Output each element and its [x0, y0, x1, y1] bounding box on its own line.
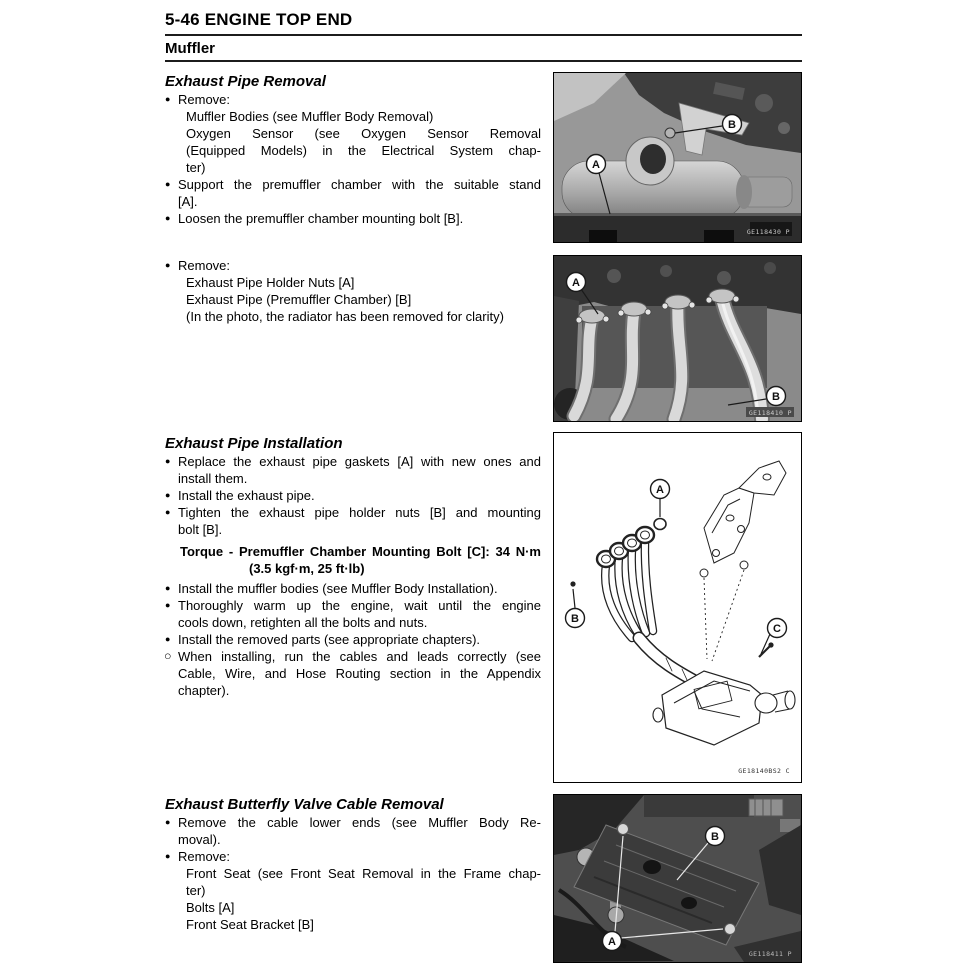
step-text: Remove: — [178, 92, 231, 107]
section-exhaust-pipe-removal — [165, 73, 541, 227]
svg-text:A: A — [572, 277, 580, 289]
svg-text:A: A — [656, 484, 664, 496]
svg-text:B: B — [571, 613, 579, 625]
procedure-line — [165, 521, 541, 538]
procedure-line — [165, 487, 541, 504]
procedure-line — [165, 597, 541, 614]
step-text: Remove: — [178, 849, 231, 864]
procedure-line — [165, 648, 541, 665]
procedure-line — [165, 614, 541, 631]
bolt-art — [725, 924, 736, 935]
step-text: Install the exhaust pipe. — [178, 488, 315, 503]
procedure-line — [165, 142, 541, 159]
subtitle-divider — [165, 60, 802, 62]
step-text: Remove the cable lower ends (see Muffler Body Re- — [178, 815, 541, 830]
connector-art — [749, 799, 783, 816]
step-text: ter) — [186, 883, 206, 898]
figure-premuffler-stand-photo — [553, 72, 802, 243]
exhaust-assembly-art — [554, 433, 801, 782]
step-text: Front Seat (see Front Seat Removal in the Frame chap- — [186, 866, 541, 881]
procedure-line — [165, 848, 541, 865]
callout-b — [767, 387, 786, 406]
procedure-line — [165, 125, 541, 142]
step-text: Tighten the exhaust pipe holder nuts [B] and mounting — [178, 505, 541, 520]
bullet-icon: ● — [165, 600, 171, 610]
premuffler-stand-art — [554, 73, 801, 242]
procedure-line — [165, 108, 541, 125]
circle-bullet-icon: ○ — [164, 649, 172, 663]
procedure-line — [165, 814, 541, 831]
bullet-icon: ● — [165, 179, 171, 189]
bolt-art — [618, 824, 629, 835]
bullet-icon: ● — [165, 507, 171, 517]
procedure-line — [165, 882, 541, 899]
bullet-icon: ● — [165, 456, 171, 466]
procedure-line — [165, 274, 541, 291]
figure-code: GE18140BS2 C — [738, 767, 790, 775]
torque-spec — [165, 543, 541, 577]
bullet-icon: ● — [165, 583, 171, 593]
step-text: Front Seat Bracket [B] — [186, 917, 314, 932]
svg-text:B: B — [711, 831, 719, 843]
bullet-icon: ● — [165, 817, 171, 827]
step-text: ter) — [186, 160, 206, 175]
exhaust-pipes-art — [554, 256, 801, 421]
callout-a — [567, 273, 586, 292]
step-text: cools down, retighten all the bolts and nuts. — [178, 615, 428, 630]
section-exhaust-pipe-removal-2 — [165, 257, 541, 325]
procedure-column — [165, 73, 541, 933]
procedure-line — [165, 193, 541, 210]
header-divider — [165, 34, 802, 36]
step-text: chapter). — [178, 683, 230, 698]
procedure-line — [165, 159, 541, 176]
step-text: moval). — [178, 832, 221, 847]
step-text: bolt [B]. — [178, 522, 223, 537]
step-text: Exhaust Pipe (Premuffler Chamber) [B] — [186, 292, 412, 307]
callout-b — [566, 609, 585, 628]
procedure-line — [165, 665, 541, 682]
procedure-line — [165, 899, 541, 916]
figure-code: GE118430 P — [746, 228, 790, 236]
page-subtitle: Muffler — [165, 40, 215, 57]
callout-b — [723, 115, 742, 134]
step-text: Bolts [A] — [186, 900, 235, 915]
step-text: Remove: — [178, 258, 231, 273]
torque-text: Torque - Premuffler Chamber Mounting Bolt [C]: 34 N·m — [180, 544, 541, 559]
page-title: 5-46 ENGINE TOP END — [165, 10, 353, 29]
gasket-ring-art — [654, 519, 666, 530]
step-text: Thoroughly warm up the engine, wait until the engine — [178, 598, 541, 613]
step-text: Support the premuffler chamber with the suitable stand — [178, 177, 541, 192]
step-text: Oxygen Sensor (see Oxygen Sensor Removal — [186, 126, 541, 141]
bullet-icon: ● — [165, 634, 171, 644]
step-text: Muffler Bodies (see Muffler Body Removal) — [186, 109, 434, 124]
bullet-icon: ● — [165, 94, 171, 104]
svg-text:B: B — [728, 119, 736, 131]
figure-exhaust-pipes-photo — [553, 255, 802, 422]
procedure-line — [165, 865, 541, 882]
procedure-title: Exhaust Butterfly Valve Cable Removal — [165, 796, 444, 813]
procedure-line — [165, 682, 541, 699]
step-text: Loosen the premuffler chamber mounting bolt [B]. — [178, 211, 464, 226]
bullet-icon: ● — [165, 851, 171, 861]
procedure-line — [165, 257, 541, 274]
procedure-line — [165, 291, 541, 308]
section-exhaust-butterfly-valve-cable-removal — [165, 796, 541, 933]
callout-c — [768, 619, 787, 638]
bullet-icon: ● — [165, 260, 171, 270]
callout-a — [651, 480, 670, 499]
svg-text:A: A — [592, 159, 600, 171]
procedure-line — [165, 916, 541, 933]
procedure-line — [165, 470, 541, 487]
callout-a — [603, 932, 622, 951]
procedure-line — [165, 91, 541, 108]
mounting-bolt-art — [665, 128, 675, 138]
step-text: [A]. — [178, 194, 198, 209]
svg-text:B: B — [772, 391, 780, 403]
bullet-icon: ● — [165, 490, 171, 500]
procedure-line — [165, 176, 541, 193]
step-text: Exhaust Pipe Holder Nuts [A] — [186, 275, 355, 290]
section-exhaust-pipe-installation — [165, 435, 541, 699]
procedure-line — [165, 831, 541, 848]
procedure-line — [165, 308, 541, 325]
procedure-line — [165, 453, 541, 470]
bullet-icon: ● — [165, 213, 171, 223]
procedure-title: Exhaust Pipe Removal — [165, 73, 326, 90]
procedure-line — [165, 504, 541, 521]
step-text: (In the photo, the radiator has been removed for clarity) — [186, 309, 504, 324]
figure-exhaust-assembly-diagram — [553, 432, 802, 783]
svg-text:A: A — [608, 936, 616, 948]
torque-text: (3.5 kgf·m, 25 ft·lb) — [249, 561, 365, 576]
procedure-line — [165, 210, 541, 227]
figure-code: GE118411 P — [748, 950, 792, 958]
callout-b — [706, 827, 725, 846]
figure-front-seat-bracket-photo — [553, 794, 802, 963]
step-text: When installing, run the cables and leads correctly (see — [178, 649, 541, 664]
procedure-line — [165, 631, 541, 648]
torque-line — [165, 560, 541, 577]
procedure-line — [165, 580, 541, 597]
callout-a — [587, 155, 606, 174]
step-text: Cable, Wire, and Hose Routing section in the Appendix — [178, 666, 541, 681]
seat-bracket-art — [554, 795, 801, 962]
step-text: Install the muffler bodies (see Muffler Body Installation). — [178, 581, 498, 596]
stud-art — [570, 581, 575, 586]
step-text: install them. — [178, 471, 248, 486]
svg-text:C: C — [773, 623, 781, 635]
figure-code: GE118410 P — [748, 409, 792, 417]
procedure-title: Exhaust Pipe Installation — [165, 435, 343, 452]
torque-line — [165, 543, 541, 560]
step-text: Replace the exhaust pipe gaskets [A] with new ones and — [178, 454, 541, 469]
step-text: Install the removed parts (see appropriate chapters). — [178, 632, 481, 647]
step-text: (Equipped Models) in the Electrical System chap- — [186, 143, 541, 158]
